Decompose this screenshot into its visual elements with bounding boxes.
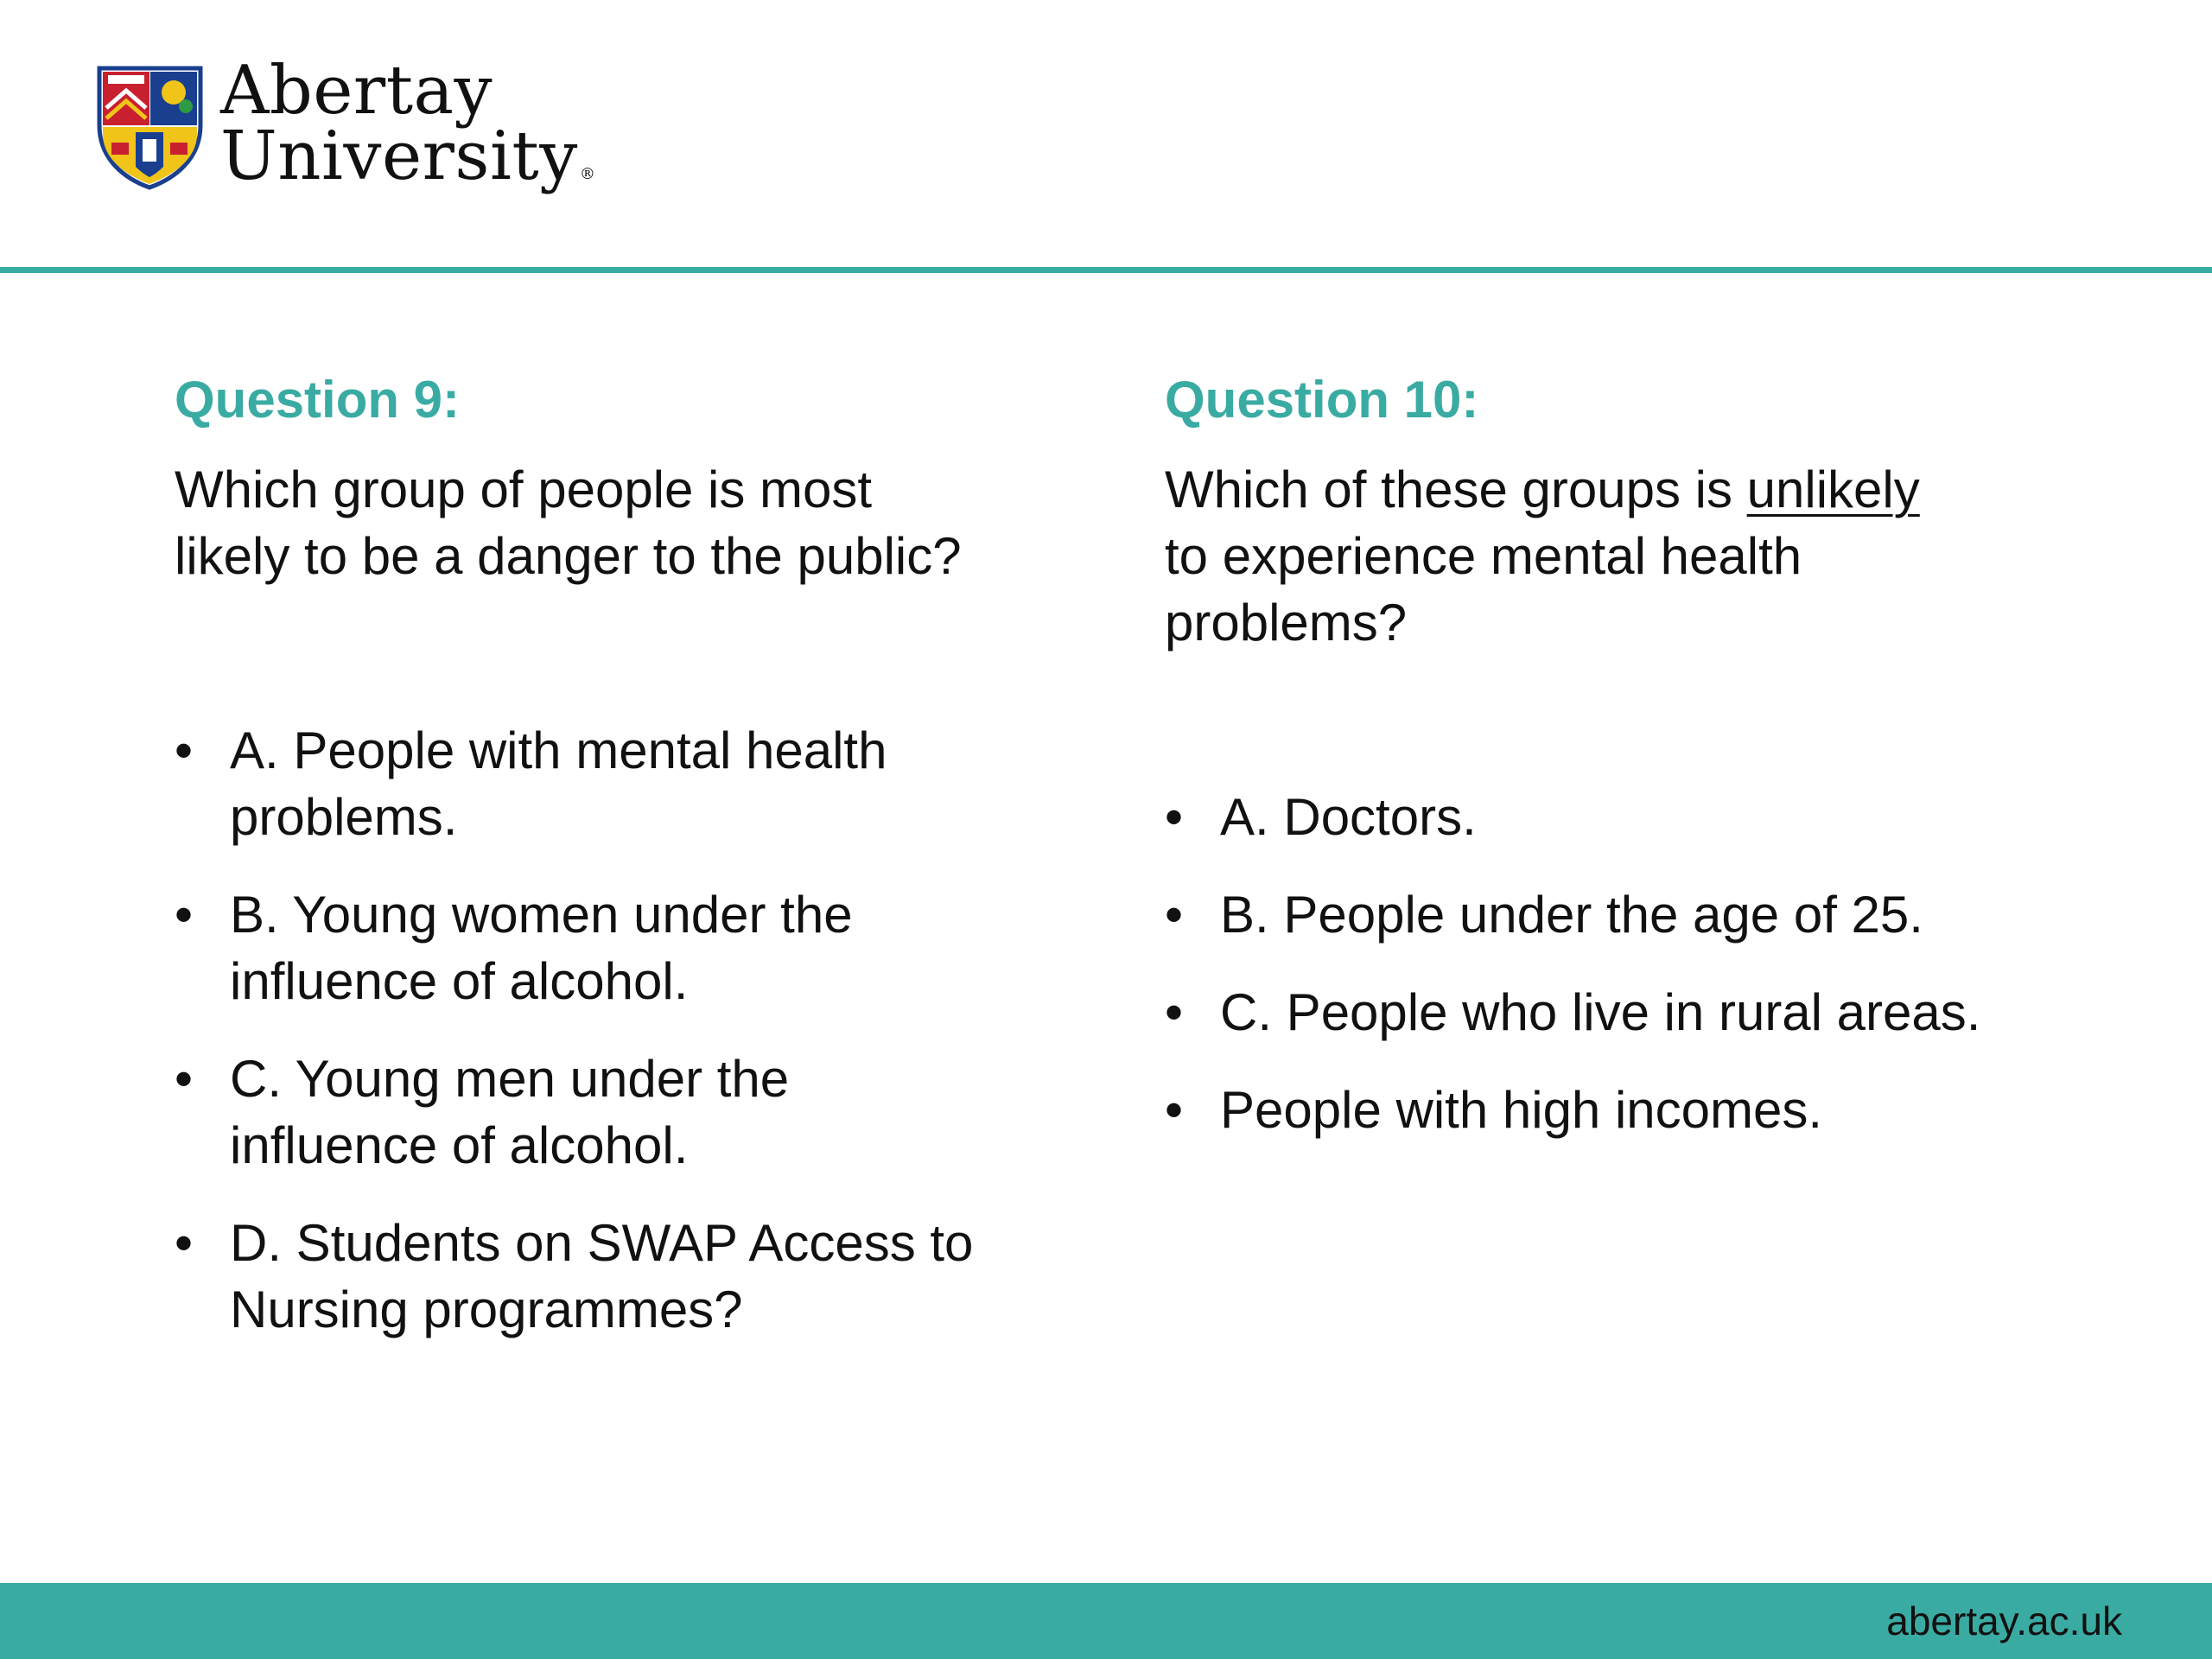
question-10-text-emphasis: unlikely (1746, 461, 1920, 518)
bullet-icon: • (175, 721, 194, 779)
wordmark-line2 (220, 118, 596, 207)
bullet-icon: • (175, 1214, 194, 1272)
option-label: B. Young women under the influence of alcohol. (230, 886, 853, 1010)
wordmark-line1: Abertay (220, 52, 493, 130)
option-label: B. People under the age of 25. (1220, 886, 1923, 944)
header-divider (0, 267, 2212, 273)
registered-mark: ® (579, 165, 596, 183)
footer-bar (0, 1583, 2212, 1659)
option-label: D. Students on SWAP Access to Nursing programmes? (230, 1214, 974, 1338)
question-10-column (1165, 361, 2063, 1174)
question-9-option-b (175, 881, 1073, 1014)
question-9-option-d (175, 1210, 1073, 1343)
question-10-option-d (1165, 1077, 2063, 1143)
question-9-text: Which group of people is most likely to be a danger to the public? (175, 461, 962, 585)
question-9-option-c (175, 1046, 1073, 1179)
bullet-icon: • (175, 886, 194, 944)
university-logo (96, 52, 649, 212)
bullet-icon: • (1165, 886, 1184, 944)
crest-icon (96, 65, 204, 190)
question-10-title: Question 10: (1165, 371, 1479, 429)
bullet-icon: • (1165, 788, 1184, 846)
question-10-options (1165, 784, 2063, 1143)
question-10-text-start: Which of these groups is (1165, 461, 1747, 518)
question-10-text (1165, 456, 2063, 656)
footer-url: abertay.ac.uk (1886, 1599, 2122, 1643)
option-label: A. People with mental health problems. (230, 721, 887, 846)
option-label: C. Young men under the influence of alcohol. (230, 1050, 790, 1174)
question-10-option-a (1165, 784, 2063, 850)
bullet-icon: • (1165, 1081, 1184, 1139)
university-wordmark (220, 52, 596, 207)
wordmark-line2-text: University (220, 118, 578, 195)
option-label: A. Doctors. (1220, 788, 1477, 846)
bullet-icon: • (175, 1050, 194, 1108)
question-10-text-end: to experience mental health problems? (1165, 527, 1802, 652)
question-9-column (175, 361, 1073, 1374)
question-9-title: Question 9: (175, 371, 461, 429)
option-label: C. People who live in rural areas. (1220, 983, 1981, 1041)
option-label: People with high incomes. (1220, 1081, 1823, 1139)
question-10-option-b (1165, 881, 2063, 948)
question-9-option-a (175, 717, 1073, 850)
question-9-options (175, 717, 1073, 1343)
bullet-icon: • (1165, 983, 1184, 1041)
question-10-option-c (1165, 979, 2063, 1046)
